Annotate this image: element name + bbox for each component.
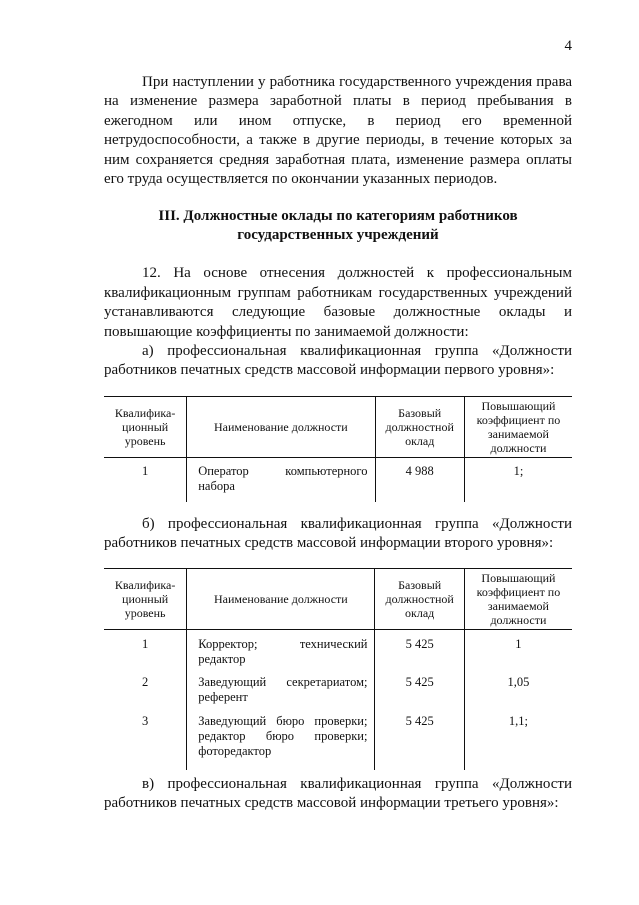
header-coef: Повышающий коэффициент по занимаемой должности xyxy=(464,568,572,629)
section-title-line1: III. Должностные оклады по категориям работников xyxy=(158,208,518,225)
table-row xyxy=(104,629,572,673)
paragraph-12: 12. На основе отнесения должностей к профессиональным квалификационным группам работникам государственных учреждений устанавливаются следующие базовые должностные оклады и повышающие коэффициенты по занимаемой должности: xyxy=(104,265,572,340)
cell-coef: 1,05 xyxy=(464,673,572,712)
table-row xyxy=(104,712,572,770)
cell-coef: 1 xyxy=(464,629,572,673)
cell-salary: 5 425 xyxy=(375,712,464,770)
cell-position: Оператор компьютерного набора xyxy=(187,457,375,502)
paragraph-group-c: в) профессиональная квалификационная группа «Должности работников печатных средств массовой информации третьего уровня»: xyxy=(104,775,572,812)
table-header-row xyxy=(104,396,572,457)
header-salary: Базовый должностной оклад xyxy=(375,396,464,457)
header-level: Квалифика-ционный уровень xyxy=(104,568,187,629)
table-group-a xyxy=(104,396,572,502)
table-row xyxy=(104,457,572,502)
cell-level: 1 xyxy=(141,463,149,478)
section-title-line2: государственных учреждений xyxy=(237,227,439,244)
cell-coef: 1,1; xyxy=(464,712,572,770)
header-position: Наименование должности xyxy=(187,568,375,629)
header-position: Наименование должности xyxy=(187,396,375,457)
document-body xyxy=(104,73,572,814)
cell-position: Заведующий бюро проверки; редактор бюро проверки; фоторедактор xyxy=(187,712,375,770)
table-group-b xyxy=(104,568,572,770)
cell-position: Корректор; технический редактор xyxy=(187,629,375,673)
header-level: Квалифика-ционный уровень xyxy=(104,396,187,457)
cell-coef: 1; xyxy=(464,457,572,502)
table-header-row xyxy=(104,568,572,629)
page-number: 4 xyxy=(564,38,572,54)
cell-salary: 5 425 xyxy=(375,629,464,673)
table-row xyxy=(104,673,572,712)
cell-salary: 5 425 xyxy=(375,673,464,712)
cell-level: 3 xyxy=(141,713,149,728)
paragraph-group-a: а) профессиональная квалификационная группа «Должности работников печатных средств массовой информации первого уровня»: xyxy=(104,343,572,379)
paragraph-intro: При наступлении у работника государственного учреждения права на изменение размера заработной платы в период пребывания в ежегодном или ином отпуске, в период его временной нетрудоспособности, а также в другие периоды, в течение которых за ним сохраняется средняя заработная плата, изменение размера оплаты его труда осуществляется по окончании указанных периодов. xyxy=(104,74,572,188)
cell-level: 1 xyxy=(141,636,149,651)
cell-salary: 4 988 xyxy=(375,457,464,502)
cell-level: 2 xyxy=(141,674,149,689)
header-coef: Повышающий коэффициент по занимаемой должности xyxy=(464,396,572,457)
cell-position: Заведующий секретариатом; референт xyxy=(187,673,375,712)
header-salary: Базовый должностной оклад xyxy=(375,568,464,629)
paragraph-group-b: б) профессиональная квалификационная группа «Должности работников печатных средств массовой информации второго уровня»: xyxy=(104,515,572,552)
